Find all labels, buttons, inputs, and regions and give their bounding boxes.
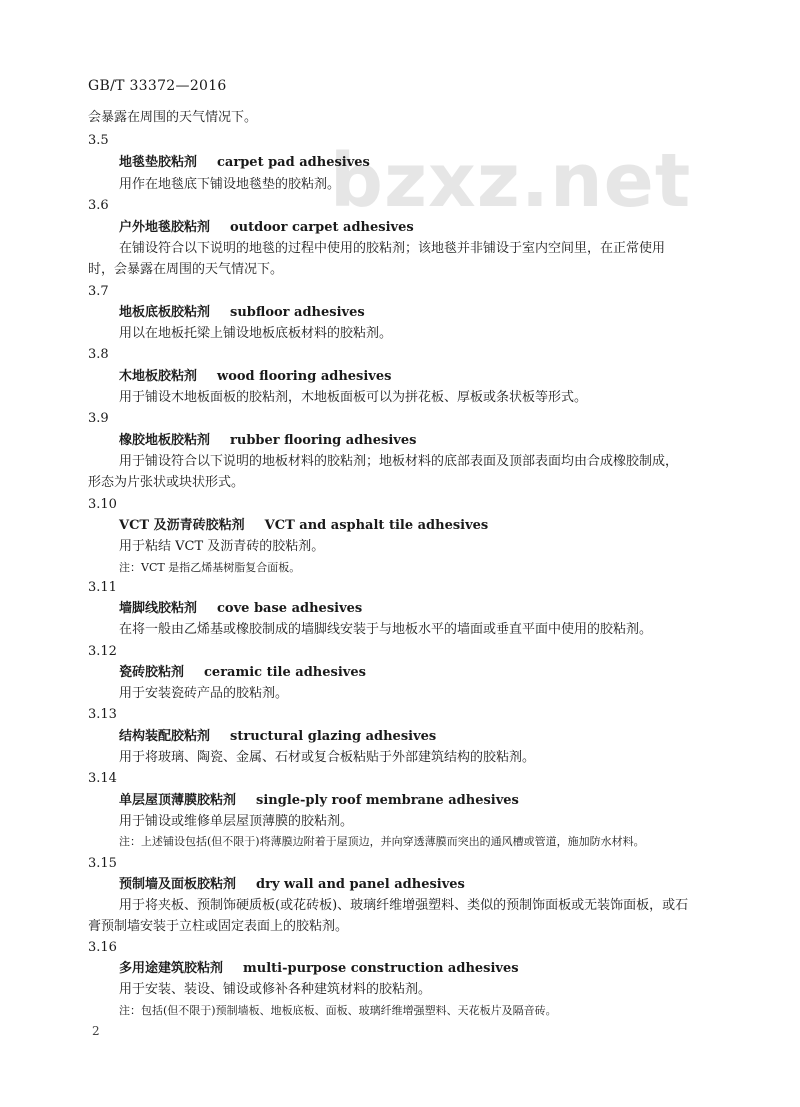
clause-number: 3.15 [88, 856, 117, 871]
term-english: structural glazing adhesives [230, 729, 437, 744]
clause-number: 3.8 [88, 347, 109, 362]
definition-text: 用作在地毯底下铺设地毯垫的胶粘剂。 [119, 177, 341, 192]
term-heading [119, 961, 519, 977]
term-heading [119, 155, 370, 171]
term-heading [119, 729, 436, 745]
clause-number: 3.5 [88, 133, 109, 148]
note-text: 注：包括(但不限于)预制墙板、地板底板、面板、玻璃纤维增强塑料、天花板片及隔音砖。 [119, 1004, 557, 1017]
definition-text: 在将一般由乙烯基或橡胶制成的墙脚线安装于与地板水平的墙面或垂直平面中使用的胶粘剂。 [119, 622, 653, 637]
definition-text: 形态为片张状或块状形式。 [88, 475, 245, 490]
definition-text: 用以在地板托梁上铺设地板底板材料的胶粘剂。 [119, 326, 393, 341]
watermark: bzxz.net [330, 138, 692, 224]
clause-number: 3.16 [88, 940, 117, 955]
clause-number: 3.12 [88, 644, 117, 659]
definition-text: 用于安装瓷砖产品的胶粘剂。 [119, 686, 289, 701]
clause-number: 3.9 [88, 411, 109, 426]
term-heading [119, 601, 362, 617]
term-chinese: 橡胶地板胶粘剂 [119, 433, 211, 448]
term-heading [119, 433, 416, 449]
definition-text: 膏预制墙安装于立柱或固定表面上的胶粘剂。 [88, 919, 349, 934]
clause-number: 3.14 [88, 771, 117, 786]
clause-number: 3.7 [88, 284, 109, 299]
term-english: carpet pad adhesives [217, 155, 370, 170]
page-number: 2 [92, 1024, 100, 1038]
term-chinese: VCT 及沥青砖胶粘剂 [119, 518, 245, 533]
term-heading [119, 518, 488, 534]
term-english: dry wall and panel adhesives [256, 877, 465, 892]
term-heading [119, 369, 391, 385]
term-chinese: 单层屋顶薄膜胶粘剂 [119, 793, 237, 808]
note-text: 注：上述铺设包括(但不限于)将薄膜边附着于屋顶边，并向穿透薄膜而突出的通风槽或管道，施加防水材料。 [119, 835, 645, 848]
term-chinese: 地板底板胶粘剂 [119, 305, 211, 320]
term-chinese: 墙脚线胶粘剂 [119, 601, 198, 616]
term-english: rubber flooring adhesives [230, 433, 417, 448]
clause-number: 3.13 [88, 707, 117, 722]
definition-text: 在铺设符合以下说明的地毯的过程中使用的胶粘剂；该地毯并非铺设于室内空间里，在正常使用 [119, 241, 666, 256]
standard-number: GB/T 33372—2016 [88, 78, 227, 94]
term-chinese: 多用途建筑胶粘剂 [119, 961, 224, 976]
term-english: wood flooring adhesives [217, 369, 392, 384]
term-heading [119, 665, 366, 681]
term-english: cove base adhesives [217, 601, 363, 616]
term-english: multi-purpose construction adhesives [243, 961, 519, 976]
definition-text: 用于将夹板、预制饰硬质板(或花砖板)、玻璃纤维增强塑料、类似的预制饰面板或无装饰面板，或石 [119, 898, 689, 913]
definition-text: 会暴露在周围的天气情况下。 [88, 110, 258, 125]
term-english: VCT and asphalt tile adhesives [264, 518, 489, 533]
term-chinese: 结构装配胶粘剂 [119, 729, 211, 744]
term-english: ceramic tile adhesives [204, 665, 366, 680]
term-chinese: 预制墙及面板胶粘剂 [119, 877, 237, 892]
clause-number: 3.10 [88, 497, 117, 512]
definition-text: 用于粘结 VCT 及沥青砖的胶粘剂。 [119, 539, 325, 554]
definition-text: 用于将玻璃、陶瓷、金属、石材或复合板粘贴于外部建筑结构的胶粘剂。 [119, 750, 536, 765]
term-heading [119, 877, 465, 893]
clause-number: 3.6 [88, 198, 109, 213]
term-chinese: 瓷砖胶粘剂 [119, 665, 185, 680]
term-chinese: 木地板胶粘剂 [119, 369, 198, 384]
term-heading [119, 793, 519, 809]
term-heading [119, 220, 414, 236]
note-text: 注：VCT 是指乙烯基树脂复合面板。 [119, 561, 301, 574]
definition-text: 用于铺设木地板面板的胶粘剂，木地板面板可以为拼花板、厚板或条状板等形式。 [119, 390, 588, 405]
definition-text: 用于安装、装设、铺设或修补各种建筑材料的胶粘剂。 [119, 982, 432, 997]
term-heading [119, 305, 365, 321]
term-english: subfloor adhesives [230, 305, 365, 320]
definition-text: 用于铺设或维修单层屋顶薄膜的胶粘剂。 [119, 814, 354, 829]
definition-text: 时，会暴露在周围的天气情况下。 [88, 262, 284, 277]
term-chinese: 户外地毯胶粘剂 [119, 220, 211, 235]
clause-number: 3.11 [88, 580, 117, 595]
term-chinese: 地毯垫胶粘剂 [119, 155, 198, 170]
term-english: outdoor carpet adhesives [230, 220, 414, 235]
definition-text: 用于铺设符合以下说明的地板材料的胶粘剂；地板材料的底部表面及顶部表面均由合成橡胶制成， [119, 454, 679, 469]
term-english: single-ply roof membrane adhesives [256, 793, 519, 808]
